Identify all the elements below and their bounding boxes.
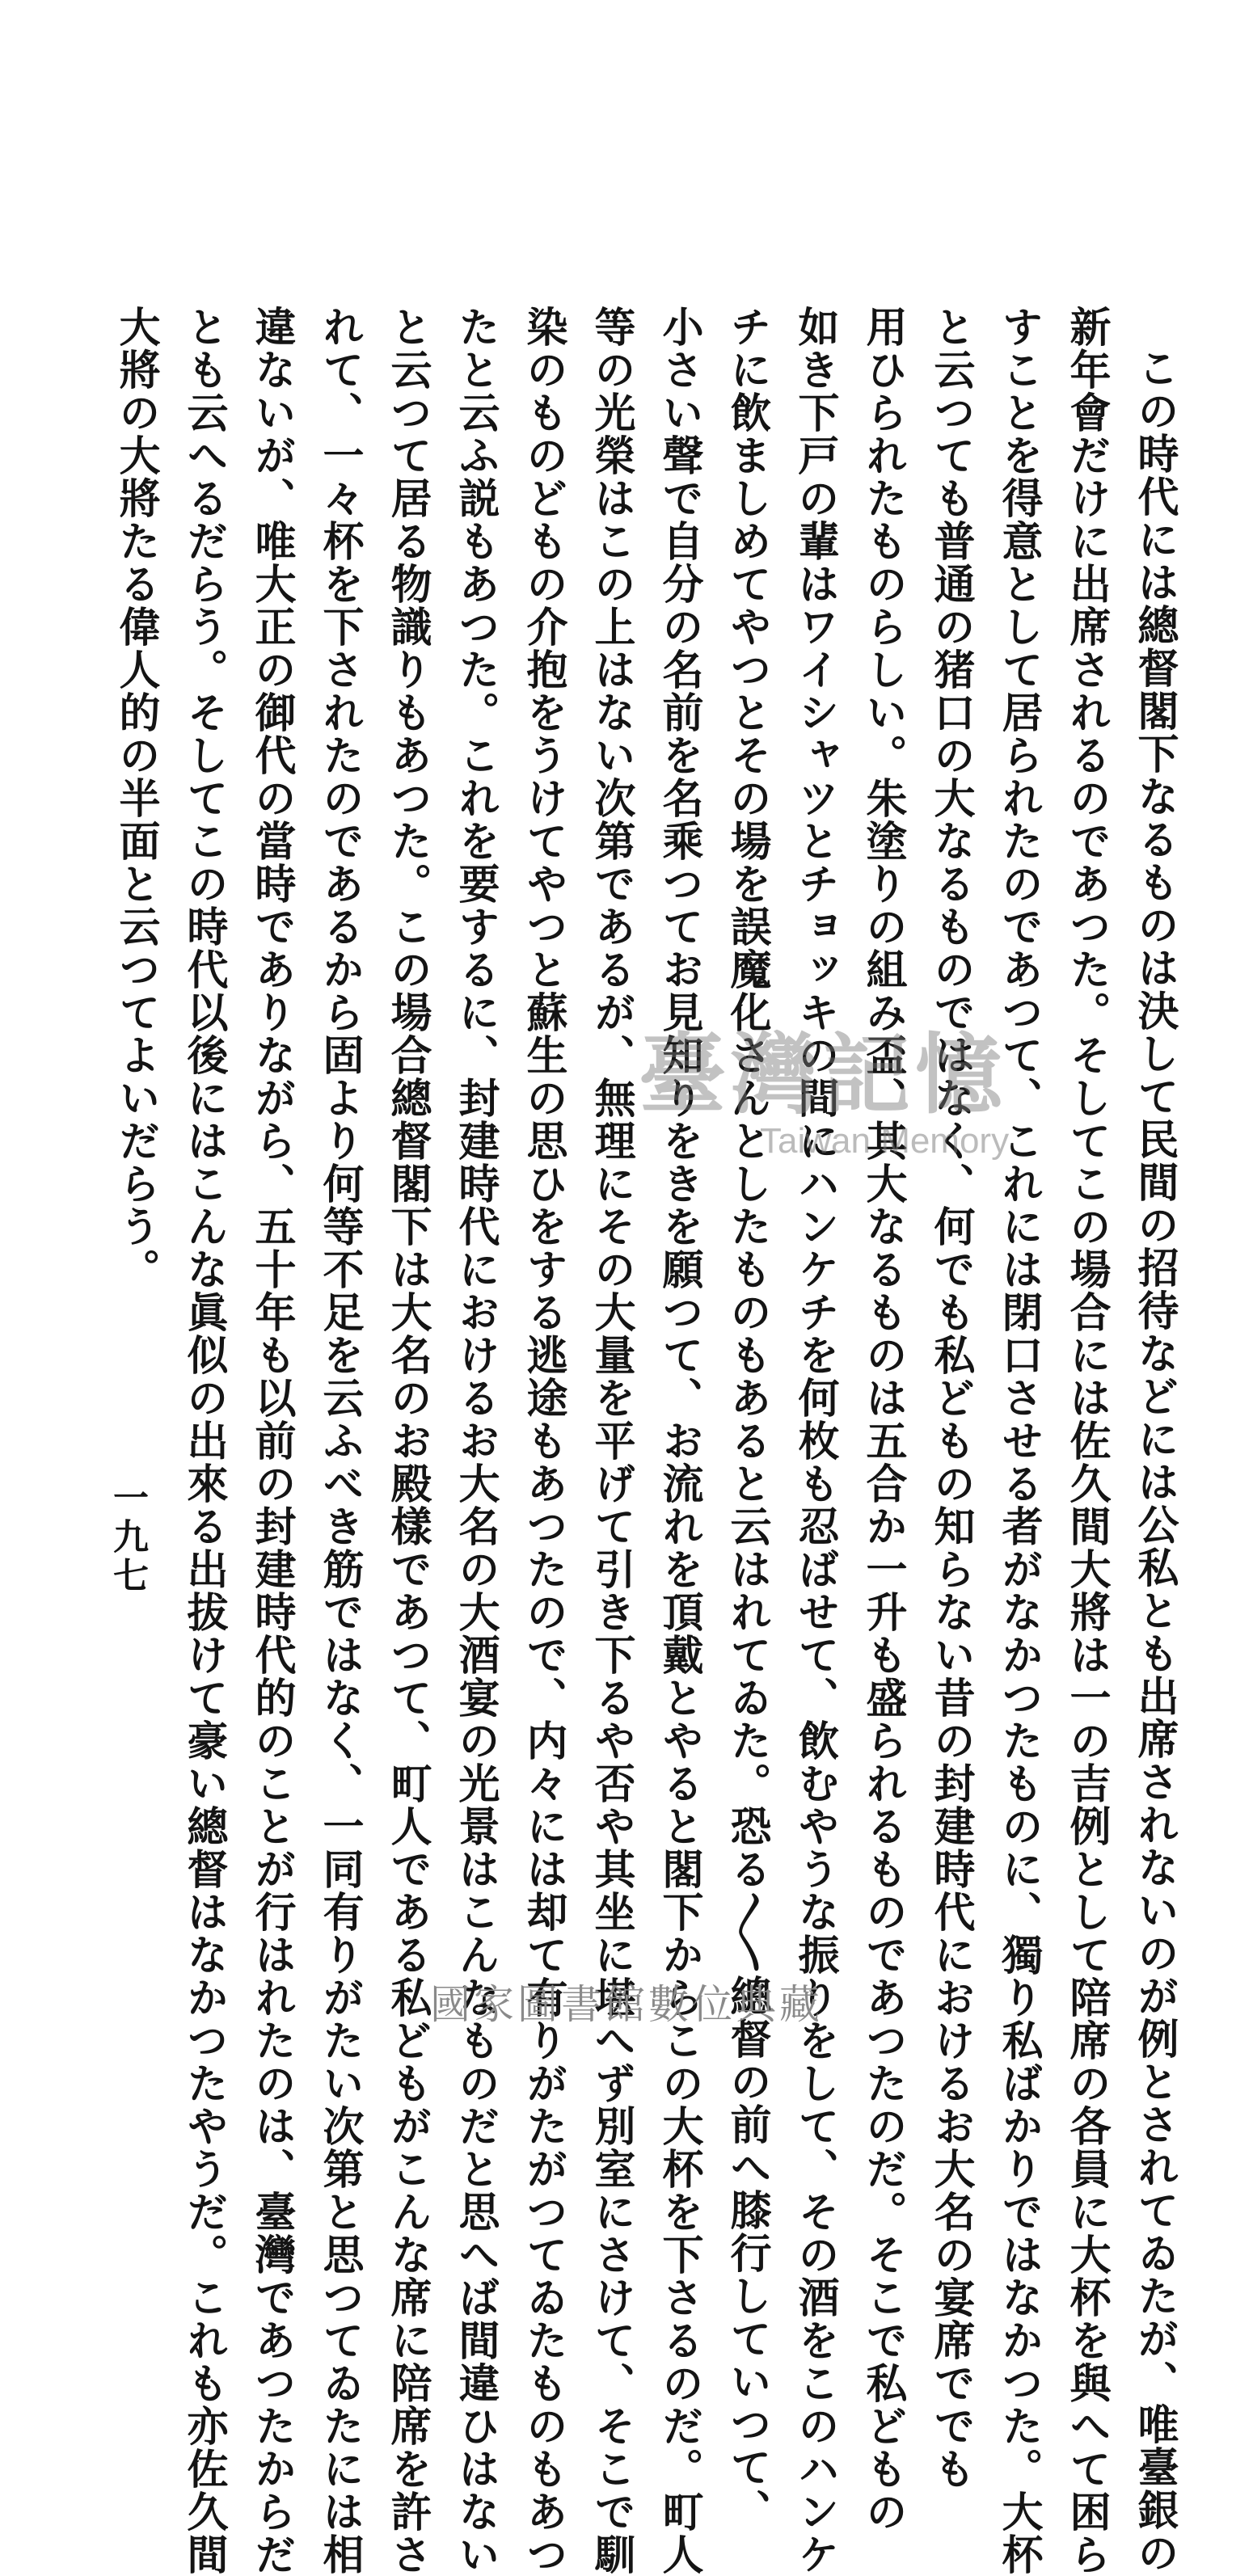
text-column-5: 用ひられたものらしい。朱塗りの組み盃、其大なるものは五合か一升も盛られるものであつたのだ。そこで私どもの	[859, 306, 907, 2533]
text-column-11: たと云ふ説もあつた。これを要するに、封建時代におけるお大名の大酒宴の光景はこんなものだと思へば間違ひはない	[451, 306, 500, 2576]
page-number: 一九七	[107, 1479, 148, 1596]
text-column-7: チに飲ましめてやつとその場を誤魔化さんとしたものもあると云はれてゐた。恐る〳〵總督の前へ膝行していつて、	[723, 306, 771, 2532]
text-column-6: 如き下戸の輩はワイシャツとチョッキの間にハンケチを何枚も忍ばせて、飲むやうな振りをして、その酒をこのハンケ	[791, 306, 839, 2576]
text-column-16: 大將の大將たる偉人的の半面と云つてよいだらう。	[112, 306, 160, 1291]
text-column-12: と云つて居る物識りもあつた。この場合總督閣下は大名のお殿樣であつて、町人である私どもがこんな席に陪席を許さ	[383, 306, 432, 2576]
text-column-13: れて、一々杯を下されたのであるから固より何等不足を云ふべき筋ではなく、一同有りがたい次第と思つてゐたには相	[315, 306, 364, 2576]
text-column-10: 染のものどもの介抱をうけてやつと蘇生の思ひをする逃途もあつたので、内々には却て有りがたがつてゐたものもあつ	[519, 306, 567, 2576]
watermark-english-text: Taiwan Memory	[760, 1121, 1010, 1161]
watermark-logo-text: 臺灣記憶	[639, 1024, 1008, 1126]
text-column-9: 等の光榮はこの上はない次第であるが、無理にその大量を平げて引き下るや否や其坐に堪へず別室にさけて、そこで馴	[587, 306, 635, 2576]
text-column-2: 新年會だけに出席されるのであつた。そしてこの場合には佐久間大將は一の吉例として陪席の各員に大杯を與へて困ら	[1062, 306, 1111, 2576]
text-column-4: と云つても普通の猪口の大なるものではなく、何でも私どもの知らない昔の封建時代におけるお大名の宴席ででも	[926, 306, 975, 2490]
text-column-14: 違ないが、唯大正の御代の當時でありながら、五十年も以前の封建時代的のことが行はれたのは、臺灣であつたからだ	[247, 306, 296, 2576]
text-column-1: この時代には總督閣下なるものは決して民間の招待などには公私とも出席されないのが例とされてゐたが、唯臺銀の	[1130, 347, 1179, 2574]
text-column-8: 小さい聲で自分の名前を名乘つてお見知りをきを願つて、お流れを頂戴とやると閣下からこの大杯を下さるのだ。町人	[655, 306, 703, 2576]
footer-archive-label: 國家圖書館數位典藏	[430, 1981, 823, 2028]
text-column-15: とも云へるだらう。そしてこの時代以後にはこんな眞似の出來る出拔けて豪い總督はなかつたやうだ。これも亦佐久間	[179, 306, 228, 2576]
text-column-3: すことを得意として居られたのであつて、これには閉口させる者がなかつたものに、獨り私ばかりではなかつた。大杯	[994, 306, 1043, 2576]
